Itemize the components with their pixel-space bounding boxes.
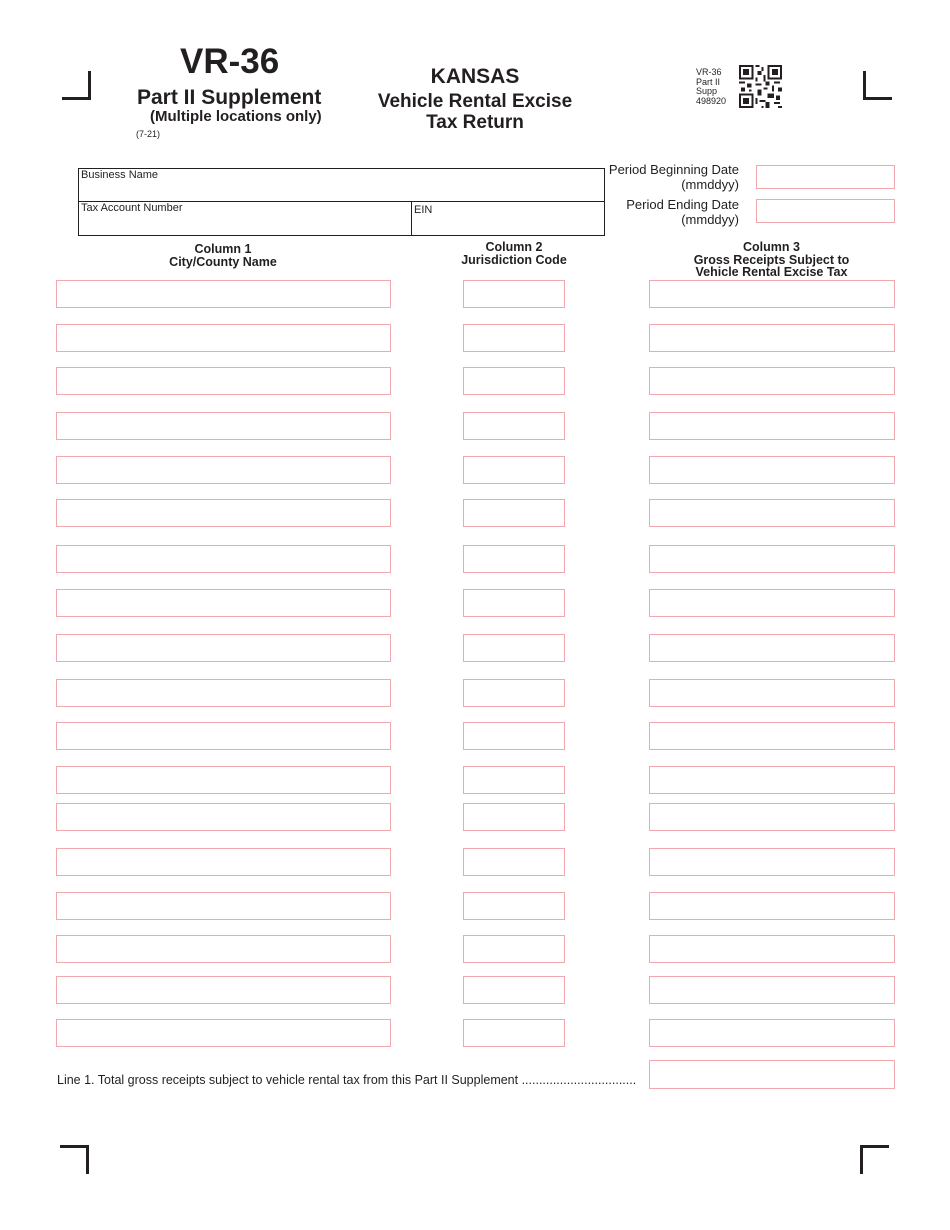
city-county-name-field[interactable] (56, 1019, 391, 1047)
column-2-name: Jurisdiction Code (461, 252, 567, 267)
city-county-name-field[interactable] (56, 499, 391, 527)
column-3-name-line2: Vehicle Rental Excise Tax (695, 265, 848, 279)
gross-receipts-field[interactable] (649, 848, 895, 876)
city-county-name-field[interactable] (56, 545, 391, 573)
gross-receipts-field[interactable] (649, 976, 895, 1004)
crop-mark-top-right (863, 71, 892, 100)
ocr-code-line: VR-36 (696, 67, 722, 77)
column-3-header (650, 241, 893, 279)
column-1-header (100, 243, 346, 268)
form-part-title: Part II Supplement (137, 86, 322, 109)
jurisdiction-code-field[interactable] (463, 1019, 565, 1047)
city-county-name-field[interactable] (56, 412, 391, 440)
city-county-name-field[interactable] (56, 634, 391, 662)
jurisdiction-code-field[interactable] (463, 280, 565, 308)
column-1-number: Column 1 (194, 242, 252, 256)
jurisdiction-code-field[interactable] (463, 892, 565, 920)
column-2-number: Column 2 (485, 240, 543, 254)
gross-receipts-field[interactable] (649, 456, 895, 484)
gross-receipts-field[interactable] (649, 324, 895, 352)
jurisdiction-code-field[interactable] (463, 545, 565, 573)
city-county-name-field[interactable] (56, 935, 391, 963)
jurisdiction-code-field[interactable] (463, 848, 565, 876)
city-county-name-field[interactable] (56, 589, 391, 617)
crop-mark-top-left (62, 71, 91, 100)
business-info-box (78, 168, 605, 236)
jurisdiction-code-field[interactable] (463, 976, 565, 1004)
column-2-header (430, 241, 598, 266)
ocr-code-line: Part II (696, 76, 721, 87)
column-3-name-line1: Gross Receipts Subject to (693, 252, 850, 267)
city-county-name-field[interactable] (56, 892, 391, 920)
city-county-name-field[interactable] (56, 280, 391, 308)
form-title-line1: Vehicle Rental Excise (377, 91, 573, 112)
city-county-name-field[interactable] (56, 679, 391, 707)
gross-receipts-field[interactable] (649, 803, 895, 831)
city-county-name-field[interactable] (56, 976, 391, 1004)
jurisdiction-code-field[interactable] (463, 499, 565, 527)
qr-code-icon (739, 65, 782, 108)
period-end-format: (mmddyy) (681, 212, 739, 227)
tax-account-field[interactable] (81, 216, 407, 233)
jurisdiction-code-field[interactable] (463, 634, 565, 662)
crop-mark-bottom-right (860, 1145, 889, 1174)
gross-receipts-field[interactable] (649, 545, 895, 573)
form-title-line2: Tax Return (426, 112, 524, 133)
period-end-label (579, 197, 739, 227)
column-1-name: City/County Name (169, 254, 277, 269)
gross-receipts-field[interactable] (649, 892, 895, 920)
revision-date: (7-21) (136, 129, 161, 139)
jurisdiction-code-field[interactable] (463, 412, 565, 440)
multiple-locations-note: (Multiple locations only) (150, 108, 322, 125)
ein-field[interactable] (414, 217, 600, 233)
line-1-label: Line 1. Total gross receipts subject to vehicle rental tax from this Part II Supplement ................................. (57, 1073, 637, 1087)
jurisdiction-code-field[interactable] (463, 722, 565, 750)
city-county-name-field[interactable] (56, 848, 391, 876)
state-name: KANSAS (430, 65, 520, 88)
gross-receipts-field[interactable] (649, 1019, 895, 1047)
gross-receipts-field[interactable] (649, 634, 895, 662)
period-begin-date-field[interactable] (756, 165, 895, 189)
jurisdiction-code-field[interactable] (463, 324, 565, 352)
business-name-field[interactable] (81, 183, 601, 200)
ocr-code-line: 498920 (696, 95, 727, 106)
gross-receipts-field[interactable] (649, 935, 895, 963)
ocr-code (696, 68, 726, 106)
jurisdiction-code-field[interactable] (463, 589, 565, 617)
city-county-name-field[interactable] (56, 324, 391, 352)
jurisdiction-code-field[interactable] (463, 803, 565, 831)
line-1-total-field[interactable] (649, 1060, 895, 1089)
gross-receipts-field[interactable] (649, 679, 895, 707)
gross-receipts-field[interactable] (649, 766, 895, 794)
period-begin-label (579, 162, 739, 192)
ocr-code-line: Supp (696, 86, 718, 96)
column-3-number: Column 3 (743, 240, 800, 254)
ein-label: EIN (414, 204, 433, 216)
gross-receipts-field[interactable] (649, 722, 895, 750)
period-end-date-field[interactable] (756, 199, 895, 223)
city-county-name-field[interactable] (56, 456, 391, 484)
crop-mark-bottom-left (60, 1145, 89, 1174)
period-begin-label-text: Period Beginning Date (608, 162, 739, 177)
period-begin-format: (mmddyy) (681, 177, 739, 192)
gross-receipts-field[interactable] (649, 589, 895, 617)
jurisdiction-code-field[interactable] (463, 679, 565, 707)
jurisdiction-code-field[interactable] (463, 935, 565, 963)
business-name-label: Business Name (81, 169, 159, 181)
city-county-name-field[interactable] (56, 722, 391, 750)
gross-receipts-field[interactable] (649, 367, 895, 395)
jurisdiction-code-field[interactable] (463, 766, 565, 794)
divider (411, 201, 412, 235)
jurisdiction-code-field[interactable] (463, 456, 565, 484)
gross-receipts-field[interactable] (649, 412, 895, 440)
gross-receipts-field[interactable] (649, 499, 895, 527)
city-county-name-field[interactable] (56, 766, 391, 794)
period-end-label-text: Period Ending Date (626, 197, 739, 212)
jurisdiction-code-field[interactable] (463, 367, 565, 395)
form-number: VR-36 (180, 42, 280, 81)
city-county-name-field[interactable] (56, 803, 391, 831)
city-county-name-field[interactable] (56, 367, 391, 395)
gross-receipts-field[interactable] (649, 280, 895, 308)
tax-account-label: Tax Account Number (81, 202, 183, 214)
